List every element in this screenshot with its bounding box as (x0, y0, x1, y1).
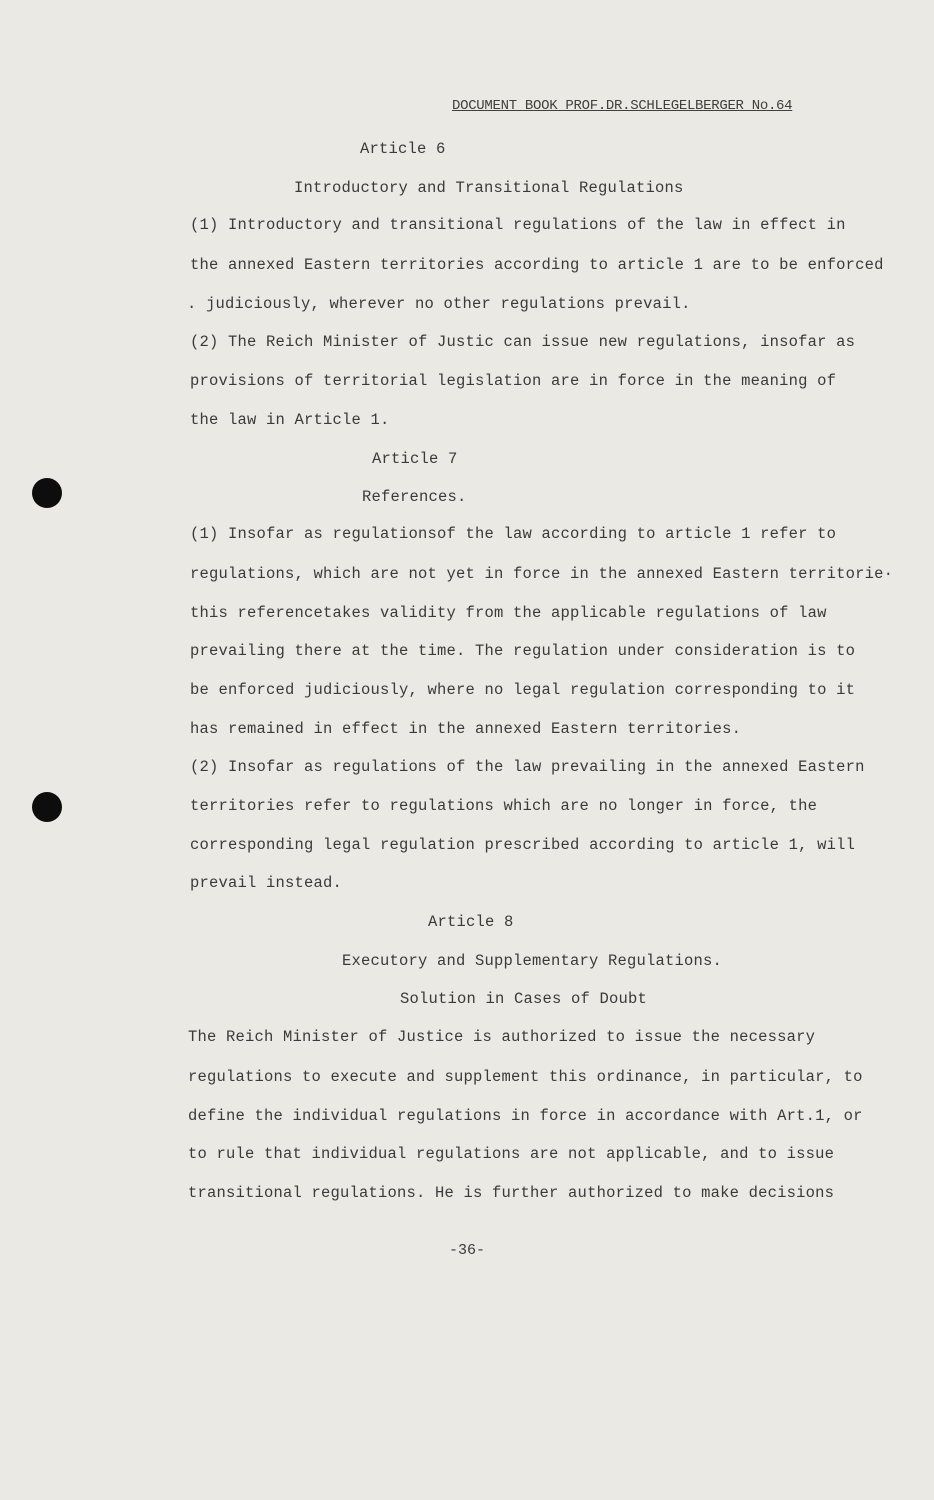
article-7-heading: References. (362, 488, 467, 506)
a7-p2-l4: prevail instead. (190, 874, 343, 892)
a6-p2-l3: the law in Article 1. (190, 411, 390, 429)
a7-p1-l1: (1) Insofar as regulationsof the law according to article 1 refer to (190, 525, 837, 543)
article-8-title: Article 8 (428, 913, 514, 931)
a8-p1-l2: regulations to execute and supplement this ordinance, in particular, to (188, 1068, 863, 1086)
a7-p1-l5: be enforced judiciously, where no legal regulation corresponding to it (190, 681, 856, 699)
a7-p2-l2: territories refer to regulations which are no longer in force, the (190, 797, 818, 815)
a7-p1-l2: regulations, which are not yet in force in the annexed Eastern territorie· (190, 565, 894, 583)
a6-p2-l1: (2) The Reich Minister of Justic can issue new regulations, insofar as (190, 333, 856, 351)
a8-p1-l5: transitional regulations. He is further authorized to make decisions (188, 1184, 835, 1202)
article-7-title: Article 7 (372, 450, 458, 468)
punch-hole-upper (32, 478, 62, 508)
a6-p1-l3: . judiciously, wherever no other regulations prevail. (187, 295, 691, 313)
a7-p2-l3: corresponding legal regulation prescribed according to article 1, will (190, 836, 856, 854)
document-header: DOCUMENT BOOK PROF.DR.SCHLEGELBERGER No.64 (452, 98, 793, 114)
a6-p1-l1: (1) Introductory and transitional regulations of the law in effect in (190, 216, 846, 234)
a8-p1-l1: The Reich Minister of Justice is authorized to issue the necessary (188, 1028, 816, 1046)
a7-p1-l6: has remained in effect in the annexed Eastern territories. (190, 720, 742, 738)
article-6-title: Article 6 (360, 140, 446, 158)
a6-p2-l2: provisions of territorial legislation are in force in the meaning of (190, 372, 837, 390)
article-8-heading-2: Solution in Cases of Doubt (400, 990, 648, 1008)
punch-hole-lower (32, 792, 62, 822)
article-8-heading-1: Executory and Supplementary Regulations. (342, 952, 723, 970)
page-number: -36- (448, 1242, 485, 1259)
article-6-heading: Introductory and Transitional Regulations (294, 179, 684, 197)
a7-p1-l3: this referencetakes validity from the applicable regulations of law (190, 604, 827, 622)
a6-p1-l2: the annexed Eastern territories according to article 1 are to be enforced (190, 256, 884, 274)
a7-p1-l4: prevailing there at the time. The regulation under consideration is to (190, 642, 856, 660)
a7-p2-l1: (2) Insofar as regulations of the law prevailing in the annexed Eastern (190, 758, 865, 776)
a8-p1-l4: to rule that individual regulations are not applicable, and to issue (188, 1145, 835, 1163)
a8-p1-l3: define the individual regulations in force in accordance with Art.1, or (188, 1107, 863, 1125)
